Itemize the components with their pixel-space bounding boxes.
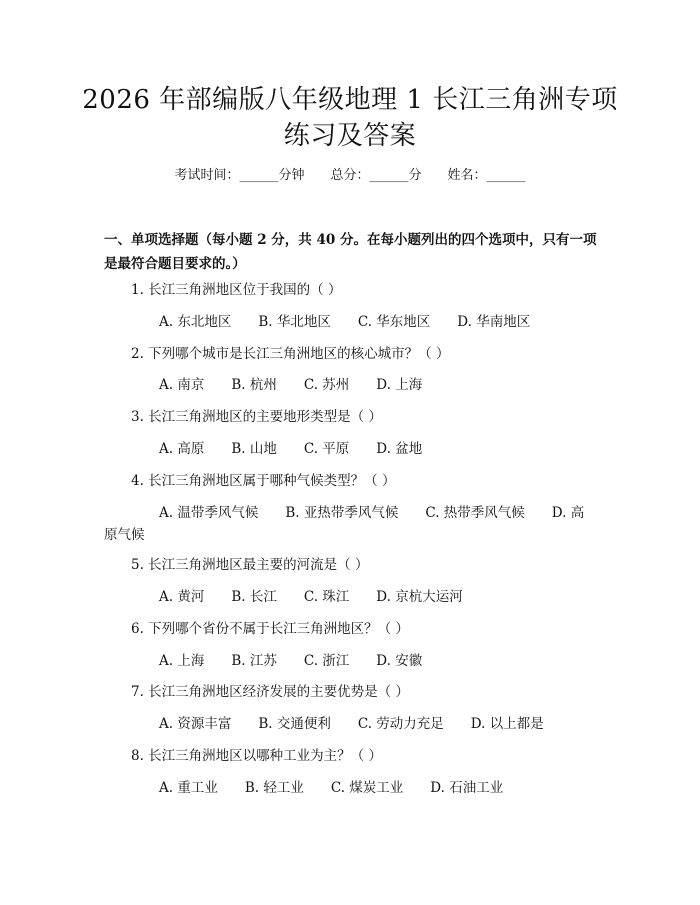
option-d: D. 高 (551, 505, 585, 521)
question-8-stem: 8. 长江三角洲地区以哪种工业为主？（ ） (131, 748, 382, 764)
question-3-stem: 3. 长江三角洲地区的主要地形类型是（ ） (131, 409, 382, 425)
option-a: A. 重工业 (159, 780, 218, 796)
option-b: B. 江苏 (231, 653, 277, 669)
option-a: A. 温带季风气候 (159, 505, 259, 521)
question-7-stem: 7. 长江三角洲地区经济发展的主要优势是（ ） (131, 684, 409, 700)
page-title-line-2: 练习及答案 (283, 121, 417, 151)
option-a: A. 南京 (159, 377, 205, 393)
option-c: C. 浙江 (303, 653, 350, 669)
question-2-stem: 2. 下列哪个城市是长江三角洲地区的核心城市？（ ） (131, 346, 450, 362)
option-c: C. 苏州 (303, 377, 350, 393)
question-6-options (159, 650, 422, 672)
option-d: D. 京杭大运河 (376, 589, 463, 605)
option-a: A. 上海 (159, 653, 205, 669)
exam-meta (0, 166, 700, 186)
option-d: D. 华南地区 (457, 314, 531, 330)
option-c: C. 热带季风气候 (425, 505, 525, 521)
question-5-options (159, 586, 463, 608)
section-heading-line-1: 一、单项选择题（每小题 2 分，共 40 分。在每小题列出的四个选项中，只有一项 (104, 232, 597, 248)
option-b: B. 长江 (231, 589, 277, 605)
section-heading-line-2: 是最符合题目要求的。） (104, 256, 246, 272)
option-c: C. 平原 (303, 441, 350, 457)
question-8-options (159, 777, 503, 799)
option-b: B. 杭州 (231, 377, 277, 393)
question-3-options (159, 438, 422, 460)
option-a: A. 黄河 (159, 589, 205, 605)
option-d: D. 安徽 (376, 653, 423, 669)
question-6-stem: 6. 下列哪个省份不属于长江三角洲地区？（ ） (131, 621, 409, 637)
question-4-stem: 4. 长江三角洲地区属于哪种气候类型？（ ） (131, 473, 396, 489)
question-7-options (159, 713, 544, 735)
question-4-option-d-wrap: 原气候 (104, 527, 145, 543)
option-b: B. 交通便利 (258, 716, 331, 732)
option-c: C. 珠江 (303, 589, 350, 605)
option-c: C. 华东地区 (357, 314, 431, 330)
option-b: B. 亚热带季风气候 (285, 505, 399, 521)
option-a: A. 高原 (159, 441, 205, 457)
page-title-line-1: 2026 年部编版八年级地理 1 长江三角洲专项 (82, 85, 618, 115)
total-score-field: 总分：______分 (330, 168, 422, 183)
option-a: A. 资源丰富 (159, 716, 232, 732)
option-b: B. 华北地区 (258, 314, 331, 330)
option-d: D. 上海 (376, 377, 423, 393)
option-d: D. 盆地 (376, 441, 423, 457)
option-a: A. 东北地区 (159, 314, 232, 330)
question-5-stem: 5. 长江三角洲地区最主要的河流是（ ） (131, 557, 369, 573)
option-d: D. 石油工业 (430, 780, 504, 796)
question-2-options (159, 374, 422, 396)
question-1-stem: 1. 长江三角洲地区位于我国的（ ） (131, 282, 342, 298)
option-d: D. 以上都是 (470, 716, 544, 732)
option-b: B. 轻工业 (244, 780, 304, 796)
option-c: C. 劳动力充足 (357, 716, 444, 732)
question-1-options (159, 311, 530, 333)
question-4-options (159, 502, 584, 524)
option-b: B. 山地 (231, 441, 277, 457)
name-field: 姓名：______ (447, 168, 526, 183)
option-c: C. 煤炭工业 (330, 780, 404, 796)
exam-time-field: 考试时间：______分钟 (174, 168, 305, 183)
